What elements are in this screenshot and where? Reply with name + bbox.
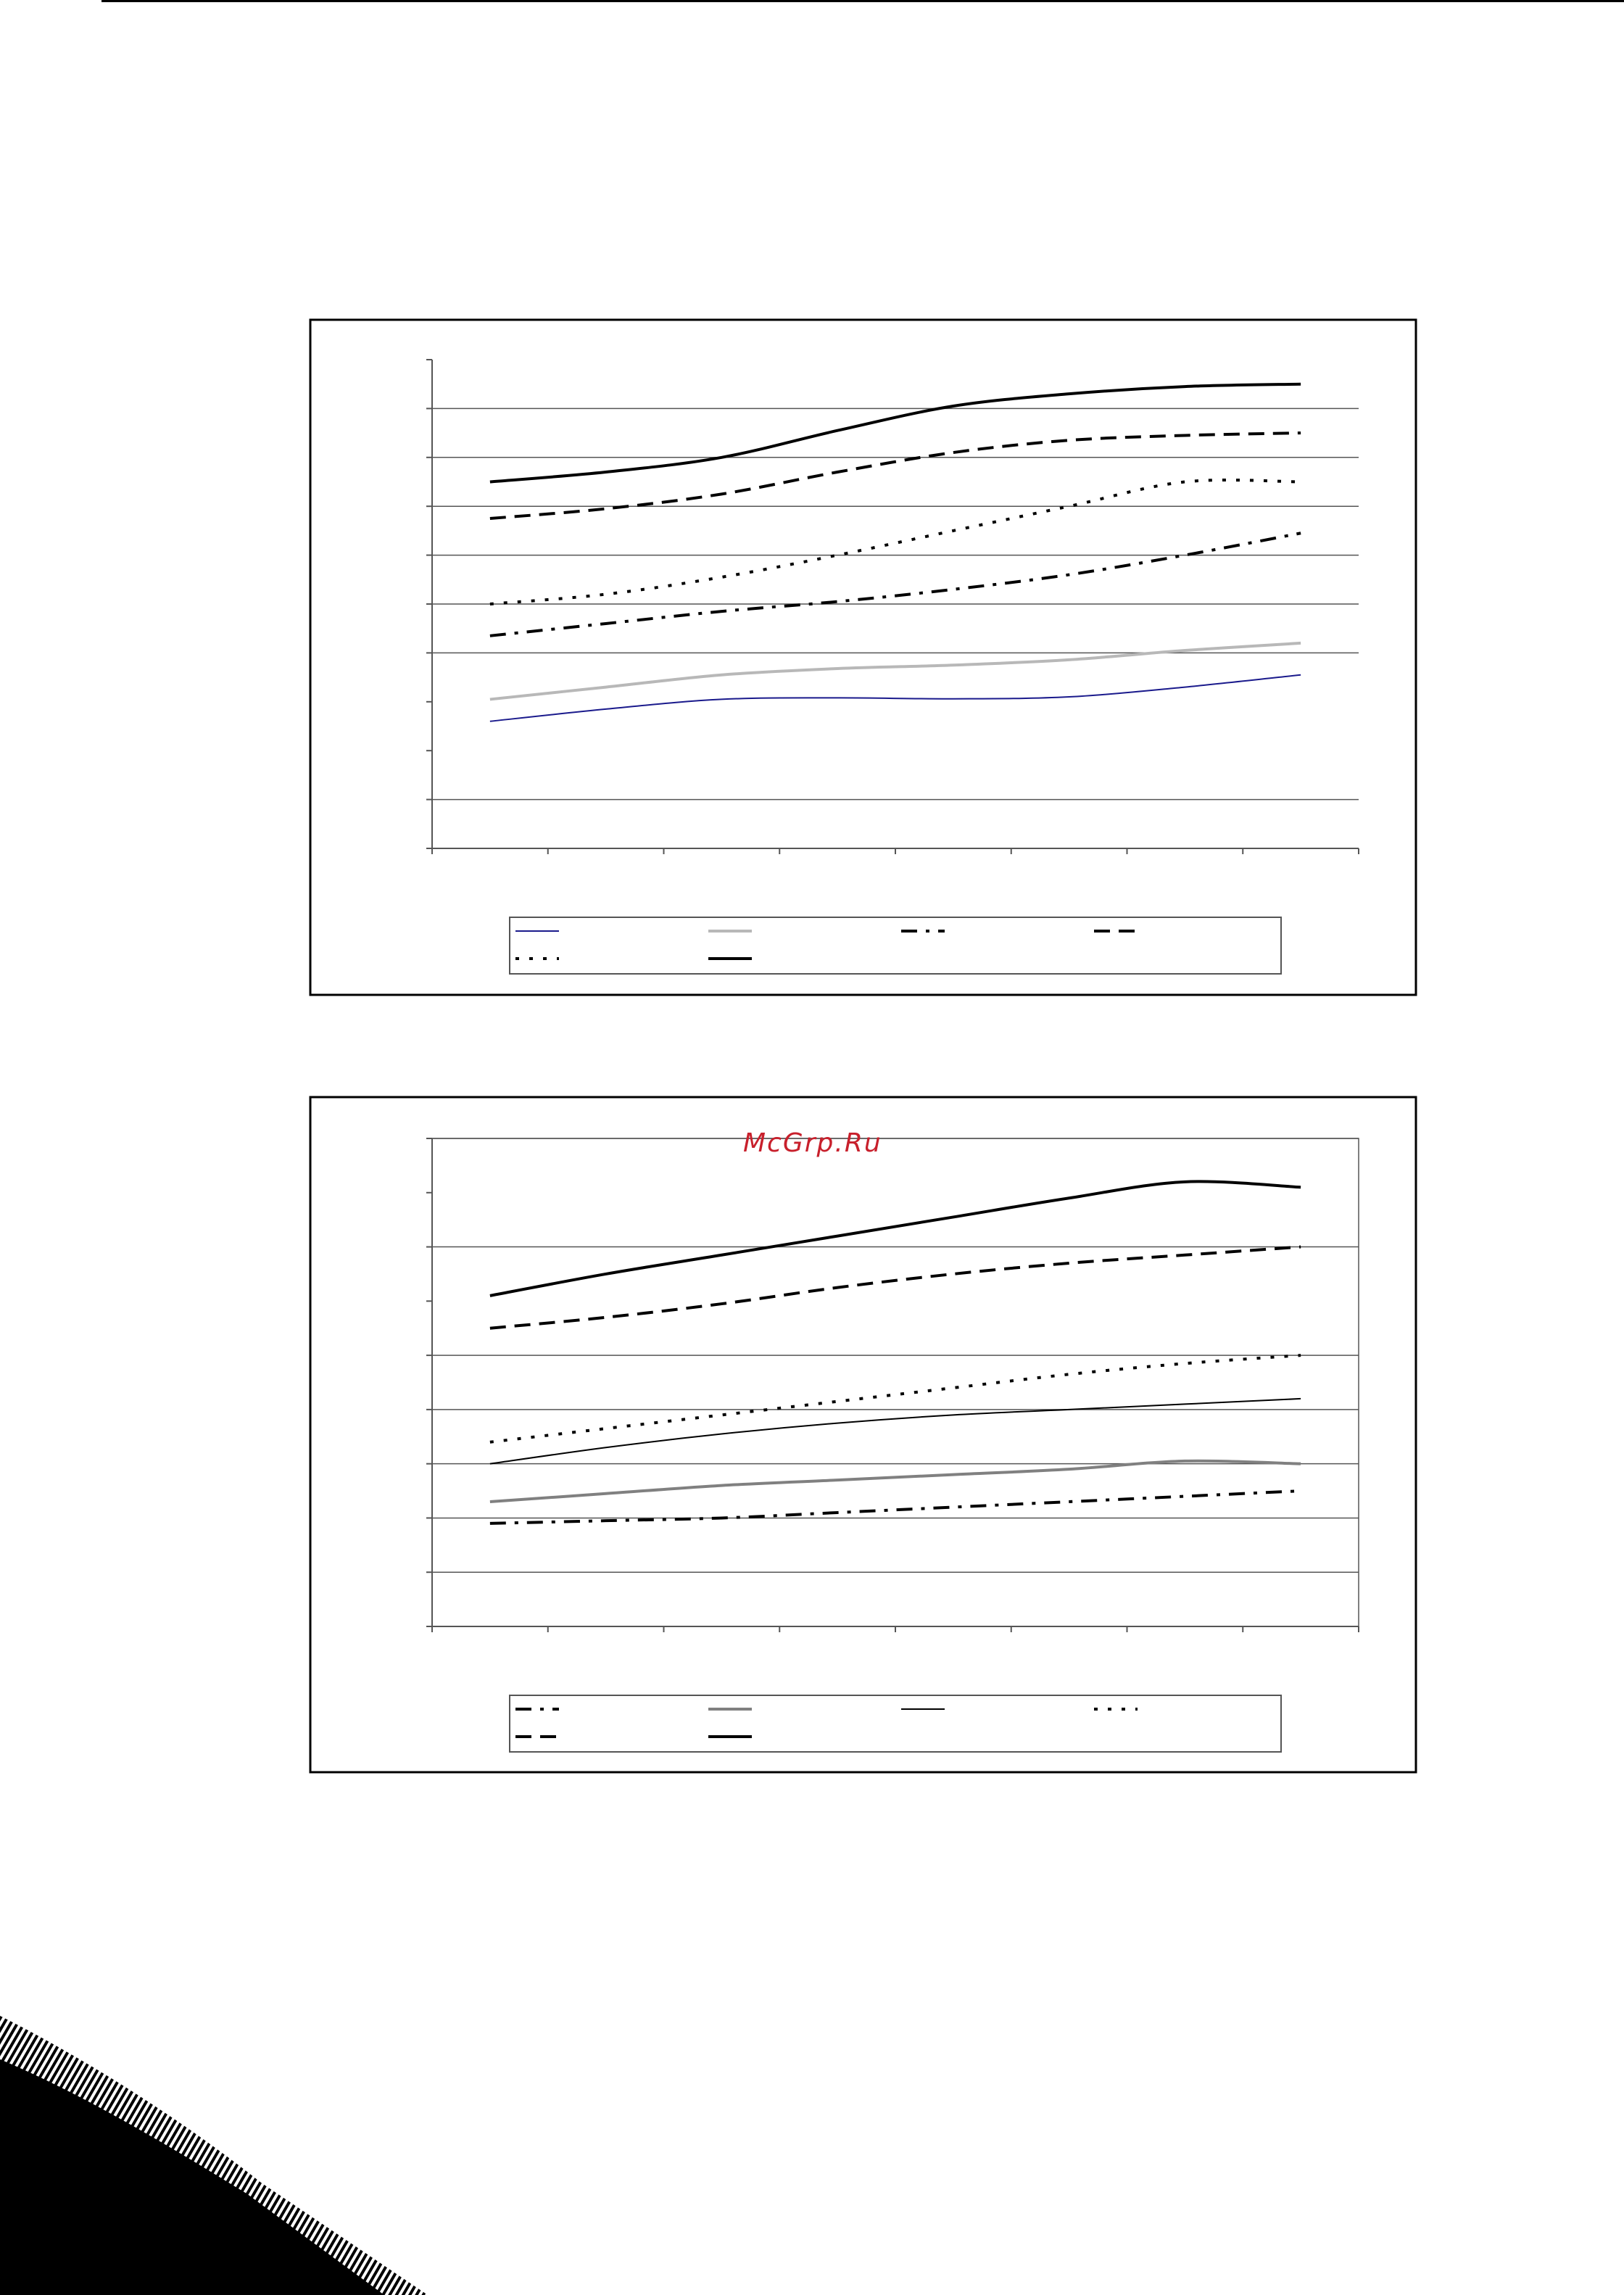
chart-2-frame <box>310 1097 1416 1772</box>
chart-1-legend <box>510 917 1281 974</box>
corner-decoration-graphic <box>0 2016 450 2295</box>
chart-2-legend <box>510 1695 1281 1752</box>
chart-1 <box>310 320 1416 995</box>
chart-1-frame <box>310 320 1416 995</box>
watermark-text: McGrp.Ru <box>743 1128 882 1158</box>
chart-2 <box>310 1097 1416 1772</box>
